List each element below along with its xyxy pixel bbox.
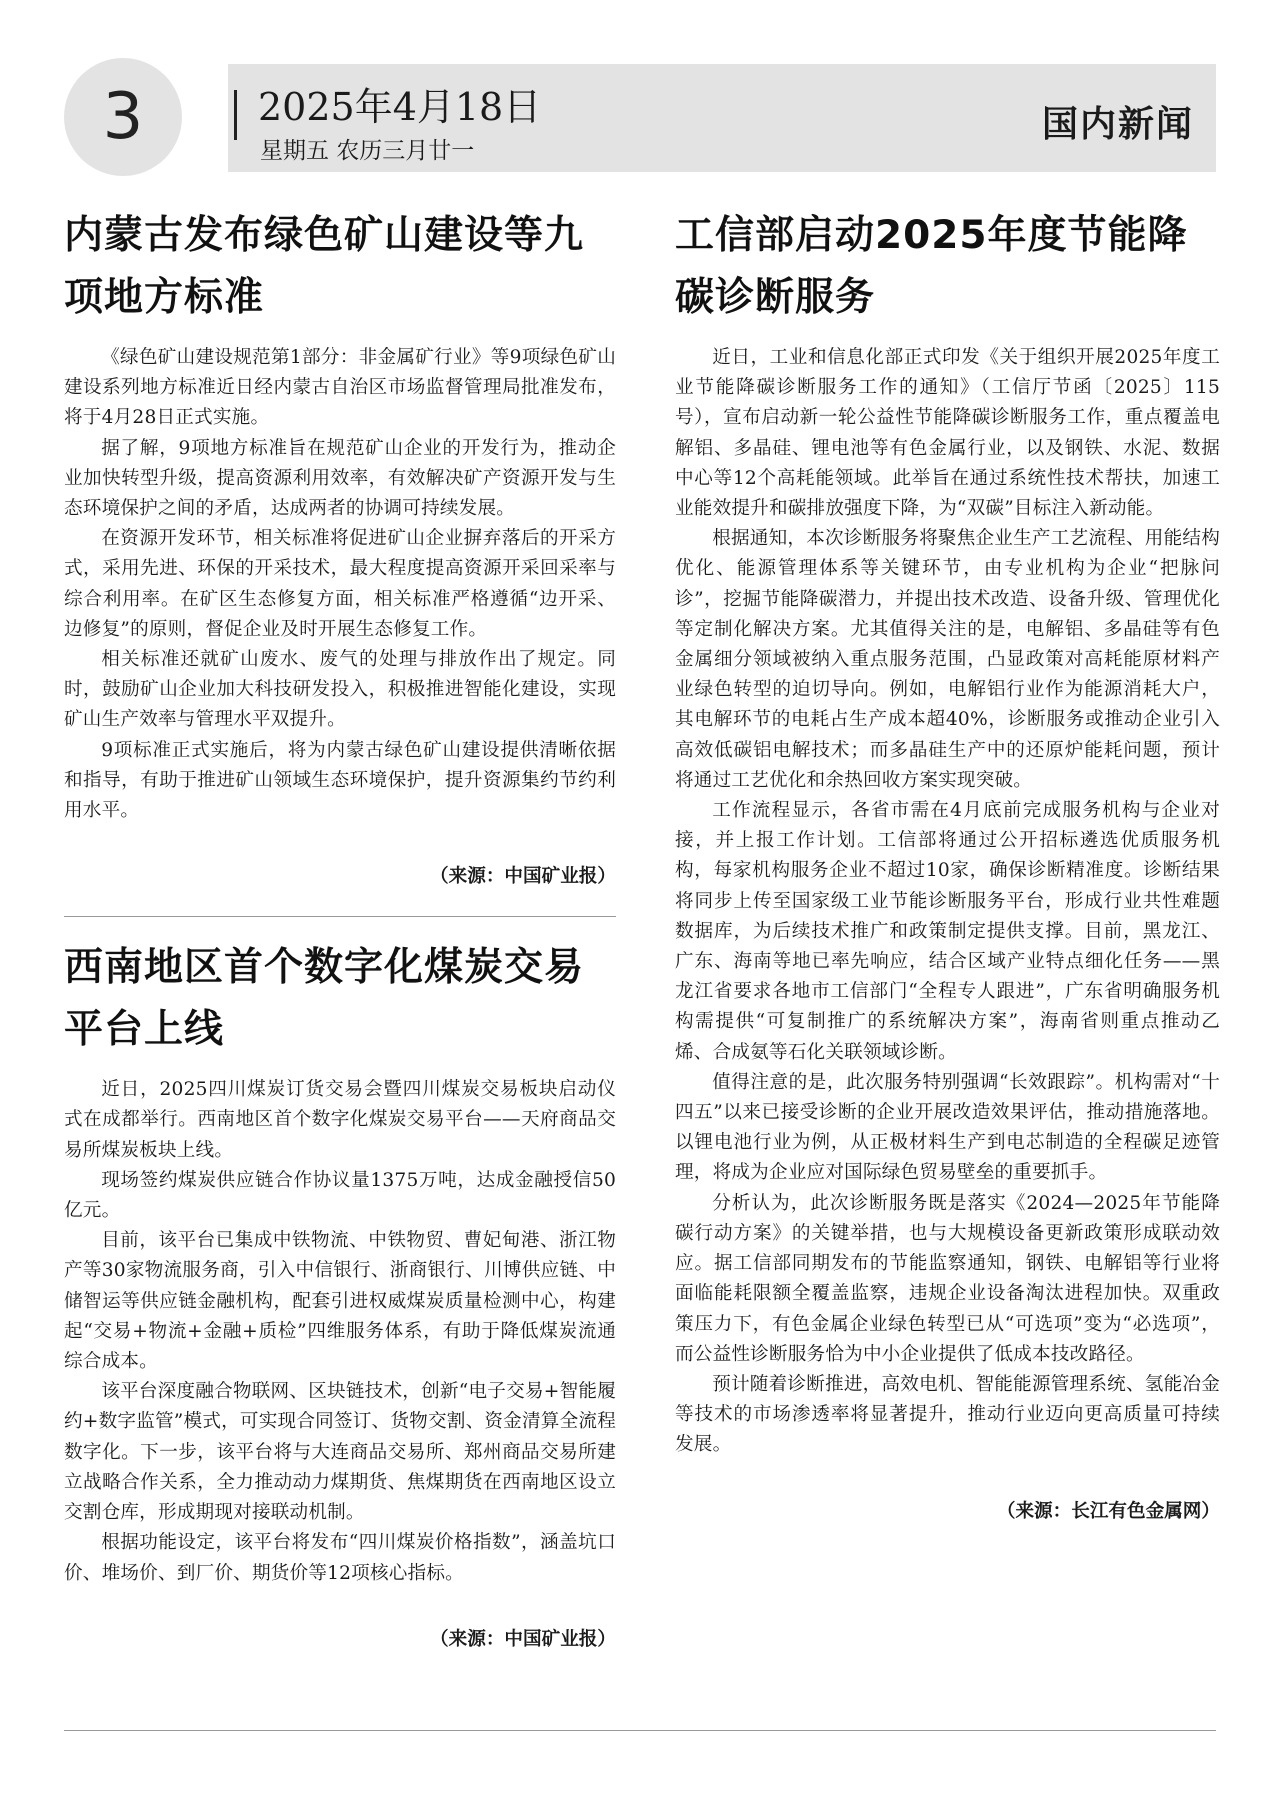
article-paragraph: 在资源开发环节，相关标准将促进矿山企业摒弃落后的开采方式，采用先进、环保的开采技术，最大程度提高资源开采回采率与综合利用率。在矿区生态修复方面，相关标准严格遵循“边开采、边修复”的原则，督促企业及时开展生态修复工作。 xyxy=(64,528,616,640)
article-paragraph: 《绿色矿山建设规范第1部分：非金属矿行业》等9项绿色矿山建设系列地方标准近日经内蒙古自治区市场监督管理局批准发布，将于4月28日正式实施。 xyxy=(64,347,616,429)
article-paragraph: 分析认为，此次诊断服务既是落实《2024—2025年节能降碳行动方案》的关键举措，也与大规模设备更新政策形成联动效应。据工信部同期发布的节能监察通知，钢铁、电解铝等行业将面临能耗限额全覆盖监察，违规企业设备淘汰进程加快。双重政策压力下，有色金属企业绿色转型已从“可选项”变为“必选项”，而公益性诊断服务恰为中小企业提供了低成本技改路径。 xyxy=(675,1192,1220,1365)
article-paragraph: 9项标准正式实施后，将为内蒙古绿色矿山建设提供清晰依据和指导，有助于推进矿山领域生态环境保护，提升资源集约节约利用水平。 xyxy=(64,739,616,822)
article-paragraph: 工作流程显示，各省市需在4月底前完成服务机构与企业对接，并上报工作计划。工信部将通过公开招标遴选优质服务机构，每家机构服务企业不超过10家，确保诊断精准度。诊断结果将同步上传至国家级工业节能诊断服务平台，形成行业共性难题数据库，为后续技术推广和政策制定提供支撑。目前，黑龙江、广东、海南等地已率先响应，结合区域产业特点细化任务——黑龙江省要求各地市工信部门“全程专人跟进”，广东省明确服务机构需提供“可复制推广的系统解决方案”，海南省则重点推动乙烯、合成氨等石化关联领域诊断。 xyxy=(675,800,1220,1063)
article-paragraph: 值得注意的是，此次服务特别强调“长效跟踪”。机构需对“十四五”以来已接受诊断的企业开展改造效果评估，推动措施落地。以锂电池行业为例，从正极材料生产到电芯制造的全程碳足迹管理，将成为企业应对国际绿色贸易壁垒的重要抓手。 xyxy=(675,1071,1220,1184)
bottom-divider xyxy=(64,1730,1216,1731)
article-paragraph: 预计随着诊断推进，高效电机、智能能源管理系统、氢能冶金等技术的市场渗透率将显著提升，推动行业迈向更高质量可持续发展。 xyxy=(675,1373,1220,1456)
article-paragraph: 现场签约煤炭供应链合作协议量1375万吨，达成金融授信50亿元。 xyxy=(64,1169,616,1222)
article-headline: 西南地区首个数字化煤炭交易平台上线 xyxy=(64,945,585,1053)
issue-date: 2025年4月18日 xyxy=(258,85,542,129)
article-paragraph: 根据通知，本次诊断服务将聚焦企业生产工艺流程、用能结构优化、能源管理体系等关键环节，由专业机构为企业“把脉问诊”，挖掘节能降碳潜力，并提出技术改造、设备升级、管理优化等定制化解决方案。尤其值得关注的是，电解铝、多晶硅等有色金属细分领域被纳入重点服务范围，凸显政策对高耗能原材料产业绿色转型的迫切导向。例如，电解铝行业作为能源消耗大户，其电解环节的电耗占生产成本超40%，诊断服务或推动企业引入高效低碳铝电解技术；而多晶硅生产中的还原炉能耗问题，预计将通过工艺优化和余热回收方案实现突破。 xyxy=(675,528,1220,791)
weekday-lunar-date: 星期五 农历三月廿一 xyxy=(260,138,475,164)
section-title: 国内新闻 xyxy=(1041,104,1194,145)
article-paragraph: 近日，工业和信息化部正式印发《关于组织开展2025年度工业节能降碳诊断服务工作的通知》（工信厅节函〔2025〕115号），宣布启动新一轮公益性节能降碳诊断服务工作，重点覆盖电解铝、多晶硅、锂电池等有色金属行业，以及钢铁、水泥、数据中心等12个高耗能领域。此举旨在通过系统性技术帮扶，加速工业能效提升和碳排放强度下降，为“双碳”目标注入新动能。 xyxy=(675,347,1220,520)
article-source: （来源：中国矿业报） xyxy=(430,866,616,888)
page-number: 3 xyxy=(64,58,182,176)
article-divider xyxy=(64,916,616,917)
article-inner-mongolia xyxy=(64,205,616,892)
article-coal-trading xyxy=(64,937,616,1654)
article-miit-diagnosis xyxy=(675,205,1220,1527)
article-headline: 工信部启动2025年度节能降碳诊断服务 xyxy=(675,213,1188,320)
article-paragraph: 相关标准还就矿山废水、废气的处理与排放作出了规定。同时，鼓励矿山企业加大科技研发投入，积极推进智能化建设，实现矿山生产效率与管理水平双提升。 xyxy=(64,649,616,731)
article-paragraph: 该平台深度融合物联网、区块链技术，创新“电子交易+智能履约+数字监管”模式，可实现合同签订、货物交割、资金清算全流程数字化。下一步，该平台将与大连商品交易所、郑州商品交易所建立战略合作关系，全力推动动力煤期货、焦煤期货在西南地区设立交割仓库，形成期现对接联动机制。 xyxy=(64,1381,616,1524)
article-paragraph: 目前，该平台已集成中铁物流、中铁物贸、曹妃甸港、浙江物产等30家物流服务商，引入中信银行、浙商银行、川博供应链、中储智运等供应链金融机构，配套引进权威煤炭质量检测中心，构建起“交易+物流+金融+质检”四维服务体系，有助于降低煤炭流通综合成本。 xyxy=(64,1230,616,1373)
left-column xyxy=(64,205,616,1655)
article-source: （来源：中国矿业报） xyxy=(430,1628,616,1650)
article-paragraph: 近日，2025四川煤炭订货交易会暨四川煤炭交易板块启动仪式在成都举行。西南地区首个数字化煤炭交易平台——天府商品交易所煤炭板块上线。 xyxy=(64,1079,616,1161)
article-headline: 内蒙古发布绿色矿山建设等九项地方标准 xyxy=(64,213,585,320)
right-column xyxy=(675,205,1220,1527)
article-source: （来源：长江有色金属网） xyxy=(996,1500,1220,1522)
header-divider xyxy=(234,90,237,140)
article-paragraph: 据了解，9项地方标准旨在规范矿山企业的开发行为，推动企业加快转型升级，提高资源利用效率，有效解决矿产资源开发与生态环境保护之间的矛盾，达成两者的协调可持续发展。 xyxy=(64,437,616,520)
article-paragraph: 根据功能设定，该平台将发布“四川煤炭价格指数”，涵盖坑口价、堆场价、到厂价、期货价等12项核心指标。 xyxy=(64,1532,616,1584)
